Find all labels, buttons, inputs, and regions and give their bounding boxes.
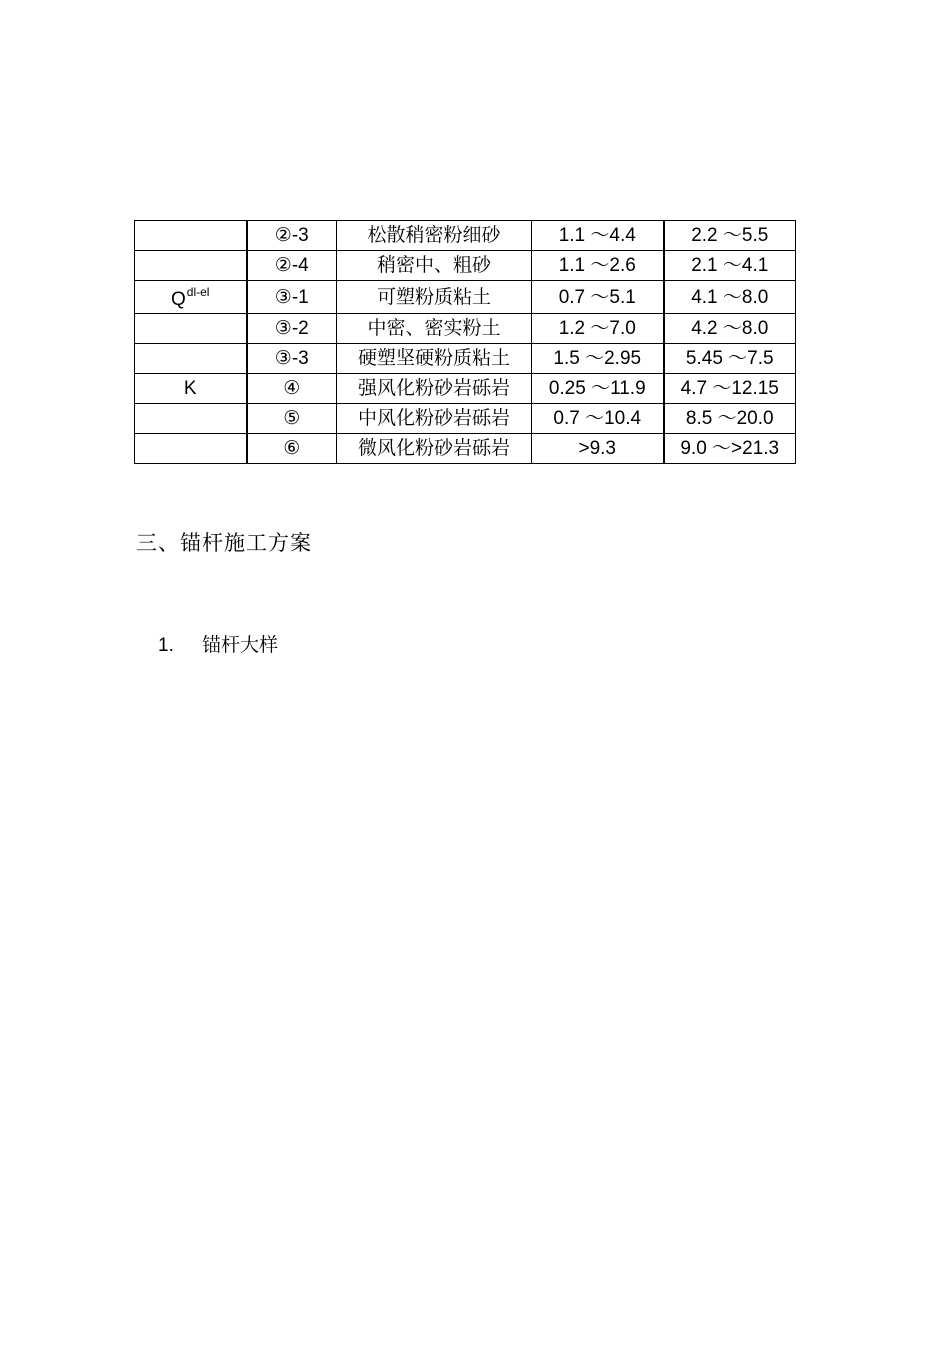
soil-name-cell: 稍密中、粗砂 bbox=[337, 251, 532, 281]
soil-name-cell: 强风化粉砂岩砾岩 bbox=[337, 374, 532, 404]
layer-number-cell: ⑥ bbox=[247, 434, 337, 464]
stratum-cell bbox=[135, 221, 247, 251]
soil-name-cell: 可塑粉质粘土 bbox=[337, 281, 532, 314]
range2-cell: 4.1 ～8.0 bbox=[664, 281, 796, 314]
soil-name-cell: 硬塑坚硬粉质粘土 bbox=[337, 344, 532, 374]
range1-cell: 0.7 ～10.4 bbox=[532, 404, 664, 434]
range2-cell: 4.2 ～8.0 bbox=[664, 314, 796, 344]
layer-number-cell: ③-2 bbox=[247, 314, 337, 344]
table-row bbox=[135, 281, 796, 314]
soil-name-cell: 中风化粉砂岩砾岩 bbox=[337, 404, 532, 434]
layer-number-cell: ②-4 bbox=[247, 251, 337, 281]
stratum-cell-q bbox=[135, 281, 247, 314]
subsection-heading bbox=[158, 630, 278, 657]
range1-cell: 0.7 ～5.1 bbox=[532, 281, 664, 314]
subsection-number: 1. bbox=[158, 635, 174, 656]
layer-number-cell: ④ bbox=[247, 374, 337, 404]
layer-number-cell: ⑤ bbox=[247, 404, 337, 434]
range1-cell: 1.1 ～2.6 bbox=[532, 251, 664, 281]
stratum-cell bbox=[135, 344, 247, 374]
soil-name-cell: 松散稍密粉细砂 bbox=[337, 221, 532, 251]
table-row bbox=[135, 434, 796, 464]
range2-cell: 2.1 ～4.1 bbox=[664, 251, 796, 281]
range2-cell: 2.2 ～5.5 bbox=[664, 221, 796, 251]
range2-cell: 9.0 ～>21.3 bbox=[664, 434, 796, 464]
range1-cell: 1.5 ～2.95 bbox=[532, 344, 664, 374]
stratum-cell bbox=[135, 404, 247, 434]
quaternary-symbol bbox=[171, 284, 210, 310]
q-superscript: dl-el bbox=[186, 284, 210, 299]
subsection-title: 锚杆大样 bbox=[202, 634, 279, 656]
table-row bbox=[135, 314, 796, 344]
layer-number-cell: ③-3 bbox=[247, 344, 337, 374]
table-row bbox=[135, 404, 796, 434]
range2-cell: 8.5 ～20.0 bbox=[664, 404, 796, 434]
stratum-cell bbox=[135, 251, 247, 281]
stratum-cell bbox=[135, 314, 247, 344]
layer-number-cell: ②-3 bbox=[247, 221, 337, 251]
section-heading: 三、锚杆施工方案 bbox=[136, 531, 312, 555]
table-row bbox=[135, 221, 796, 251]
soil-parameter-table bbox=[134, 220, 796, 464]
table-row bbox=[135, 344, 796, 374]
table-row bbox=[135, 374, 796, 404]
range1-cell: 1.2 ～7.0 bbox=[532, 314, 664, 344]
range2-cell: 4.7 ～12.15 bbox=[664, 374, 796, 404]
table-row bbox=[135, 251, 796, 281]
q-base: Q bbox=[171, 288, 186, 310]
range1-cell: 1.1 ～4.4 bbox=[532, 221, 664, 251]
range1-cell: 0.25 ～11.9 bbox=[532, 374, 664, 404]
stratum-cell: K bbox=[135, 374, 247, 404]
range2-cell: 5.45 ～7.5 bbox=[664, 344, 796, 374]
range1-cell: >9.3 bbox=[532, 434, 664, 464]
stratum-cell bbox=[135, 434, 247, 464]
soil-name-cell: 微风化粉砂岩砾岩 bbox=[337, 434, 532, 464]
soil-name-cell: 中密、密实粉土 bbox=[337, 314, 532, 344]
layer-number-cell: ③-1 bbox=[247, 281, 337, 314]
